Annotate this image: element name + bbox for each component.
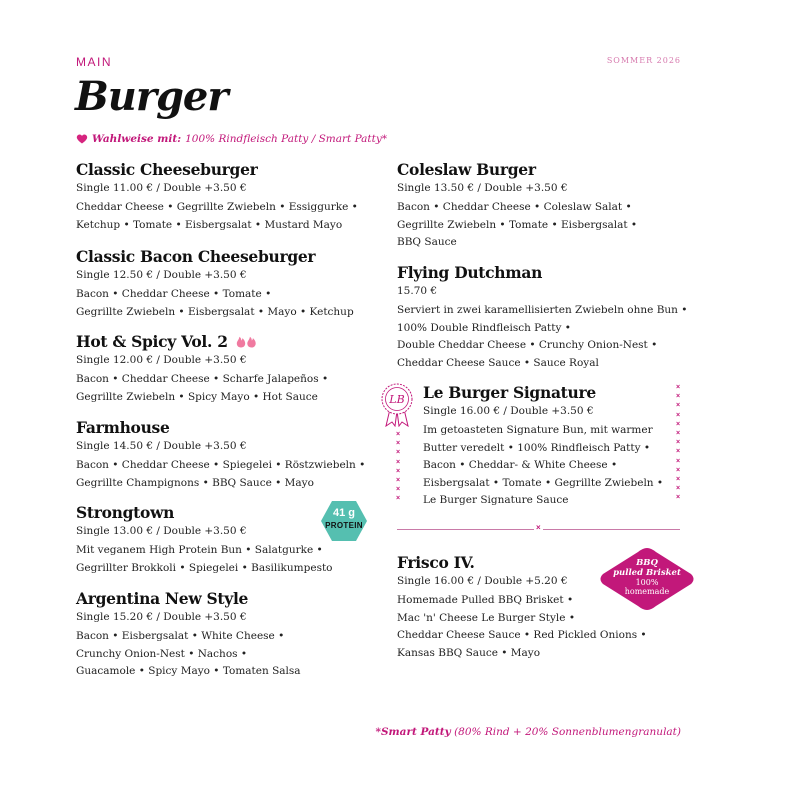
- item-description: [76, 457, 376, 492]
- menu-item-classic-cheeseburger: [76, 160, 376, 247]
- desc-line: BBQ Sauce: [397, 236, 457, 248]
- desc-line: Eisbergsalat • Tomate • Gegrillte Zwiebeln •: [423, 476, 664, 489]
- desc-line: Kansas BBQ Sauce • Mayo: [397, 646, 541, 659]
- footnote: [360, 726, 681, 738]
- bbq-line-4: homemade: [624, 587, 670, 596]
- item-name: Coleslaw Burger: [397, 160, 536, 179]
- item-description: [76, 371, 376, 406]
- bbq-badge-subtitle: [598, 578, 696, 596]
- desc-line: Cheddar Cheese Sauce • Sauce Royal: [397, 356, 599, 369]
- item-price: Single 12.00 € / Double +3.50 €: [76, 354, 247, 366]
- item-price: Single 13.50 € / Double +3.50 €: [397, 182, 568, 194]
- desc-line: Gegrillte Champignons • BBQ Sauce • Mayo: [76, 476, 314, 489]
- desc-line: Bacon • Eisbergsalat • White Cheese •: [76, 630, 285, 642]
- season-label: SOMMER 2026: [606, 56, 681, 65]
- item-name: Classic Bacon Cheeseburger: [76, 247, 316, 266]
- option-label: Wahlweise mit:: [92, 133, 182, 145]
- cross-stitch-right: × × × × × × × × × × × × ×: [675, 384, 681, 502]
- desc-line: Bacon • Cheddar Cheese • Coleslaw Salat •: [397, 201, 632, 213]
- footnote-text: (80% Rind + 20% Sonnenblumengranulat): [454, 726, 681, 738]
- desc-line: Gegrillter Brokkoli • Spiegelei • Basilikumpesto: [76, 561, 333, 574]
- menu-item-flying-dutchman: [397, 263, 697, 372]
- menu-item-farmhouse: [76, 418, 376, 503]
- section-label: MAIN: [76, 55, 112, 69]
- item-name: Argentina New Style: [76, 589, 249, 608]
- item-description: [397, 199, 697, 252]
- protein-label: PROTEIN: [325, 521, 363, 530]
- flame-icon: [236, 335, 258, 348]
- item-name: Flying Dutchman: [397, 263, 543, 282]
- item-description: [423, 422, 663, 510]
- item-name: Le Burger Signature: [423, 383, 596, 402]
- desc-line: Serviert in zwei karamellisierten Zwiebeln ohne Bun •: [397, 304, 688, 316]
- desc-line: Bacon • Cheddar Cheese • Scharfe Jalapeños •: [76, 373, 329, 385]
- divider-cross-icon: ×: [536, 523, 541, 532]
- desc-line: Mit veganem High Protein Bun • Salatgurke •: [76, 544, 323, 556]
- footnote-bold: *Smart Patty: [375, 726, 451, 738]
- option-text: 100% Rindfleisch Patty / Smart Patty*: [185, 133, 388, 145]
- item-name-row: [76, 332, 376, 352]
- patty-option-line: [76, 133, 387, 145]
- item-price: Single 15.20 € / Double +3.50 €: [76, 611, 247, 623]
- desc-line: 100% Double Rindfleisch Patty •: [397, 321, 571, 334]
- bbq-line-1: BBQ: [636, 558, 658, 568]
- protein-badge: [320, 500, 368, 542]
- menu-item-argentina-new-style: [76, 589, 376, 681]
- bbq-badge-title: [598, 558, 696, 578]
- page-title: Burger: [75, 73, 228, 120]
- menu-item-le-burger-signature: [423, 383, 663, 510]
- item-description: [76, 628, 376, 681]
- right-menu-column: [397, 160, 697, 372]
- desc-line: Gegrillte Zwiebeln • Tomate • Eisbergsalat •: [397, 218, 638, 231]
- desc-line: Double Cheddar Cheese • Crunchy Onion-Nest •: [397, 339, 658, 351]
- desc-line: Crunchy Onion-Nest • Nachos •: [76, 647, 248, 660]
- desc-line: Cheddar Cheese • Gegrillte Zwiebeln • Essiggurke •: [76, 201, 358, 213]
- menu-item-hot-and-spicy: [76, 332, 376, 418]
- desc-line: Mac 'n' Cheese Le Burger Style •: [397, 611, 576, 624]
- desc-line: Bacon • Cheddar Cheese • Spiegelei • Röstzwiebeln •: [76, 459, 366, 471]
- desc-line: Bacon • Cheddar- & White Cheese •: [423, 459, 618, 471]
- heart-icon: [76, 133, 88, 145]
- bbq-line-3: 100%: [635, 578, 659, 587]
- item-price: Single 13.00 € / Double +3.50 €: [76, 525, 247, 537]
- protein-value: 41 g: [332, 507, 355, 519]
- desc-line: Ketchup • Tomate • Eisbergsalat • Mustard Mayo: [76, 218, 343, 231]
- desc-line: Le Burger Signature Sauce: [423, 494, 569, 506]
- item-price: Single 11.00 € / Double +3.50 €: [76, 182, 247, 194]
- bbq-line-2: pulled Brisket: [613, 568, 681, 578]
- desc-line: Im getoasteten Signature Bun, mit warmer: [423, 424, 653, 436]
- desc-line: Gegrillte Zwiebeln • Spicy Mayo • Hot Sauce: [76, 390, 318, 403]
- item-price: 15.70 €: [397, 285, 438, 297]
- item-description: [76, 542, 376, 577]
- item-price: Single 12.50 € / Double +3.50 €: [76, 269, 247, 281]
- desc-line: Guacamole • Spicy Mayo • Tomaten Salsa: [76, 665, 301, 677]
- item-price: Single 16.00 € / Double +5.20 €: [397, 575, 568, 587]
- logo-text: LB: [389, 393, 405, 406]
- desc-line: Gegrillte Zwiebeln • Eisbergsalat • Mayo • Ketchup: [76, 305, 354, 318]
- left-menu-column: [76, 160, 376, 681]
- item-name: Frisco IV.: [397, 553, 475, 572]
- item-price: Single 16.00 € / Double +3.50 €: [423, 405, 594, 417]
- item-name: Hot & Spicy Vol. 2: [76, 332, 228, 351]
- desc-line: Bacon • Cheddar Cheese • Tomate •: [76, 288, 272, 300]
- item-description: [397, 302, 697, 372]
- rosette-logo: [380, 383, 414, 427]
- desc-line: Homemade Pulled BBQ Brisket •: [397, 594, 574, 606]
- menu-item-classic-bacon-cheeseburger: [76, 247, 376, 332]
- signature-highlight-box: [380, 383, 686, 513]
- item-name: Strongtown: [76, 503, 175, 522]
- cross-stitch-left: × × × × × × × ×: [395, 431, 401, 503]
- desc-line: Butter veredelt • 100% Rindfleisch Patty •: [423, 441, 651, 454]
- menu-item-coleslaw-burger: [397, 160, 697, 263]
- desc-line: Cheddar Cheese Sauce • Red Pickled Onions •: [397, 629, 647, 641]
- bbq-badge: [598, 546, 696, 612]
- item-name: Classic Cheeseburger: [76, 160, 258, 179]
- item-description: [76, 286, 376, 321]
- item-price: Single 14.50 € / Double +3.50 €: [76, 440, 247, 452]
- item-name: Farmhouse: [76, 418, 170, 437]
- item-description: [76, 199, 376, 234]
